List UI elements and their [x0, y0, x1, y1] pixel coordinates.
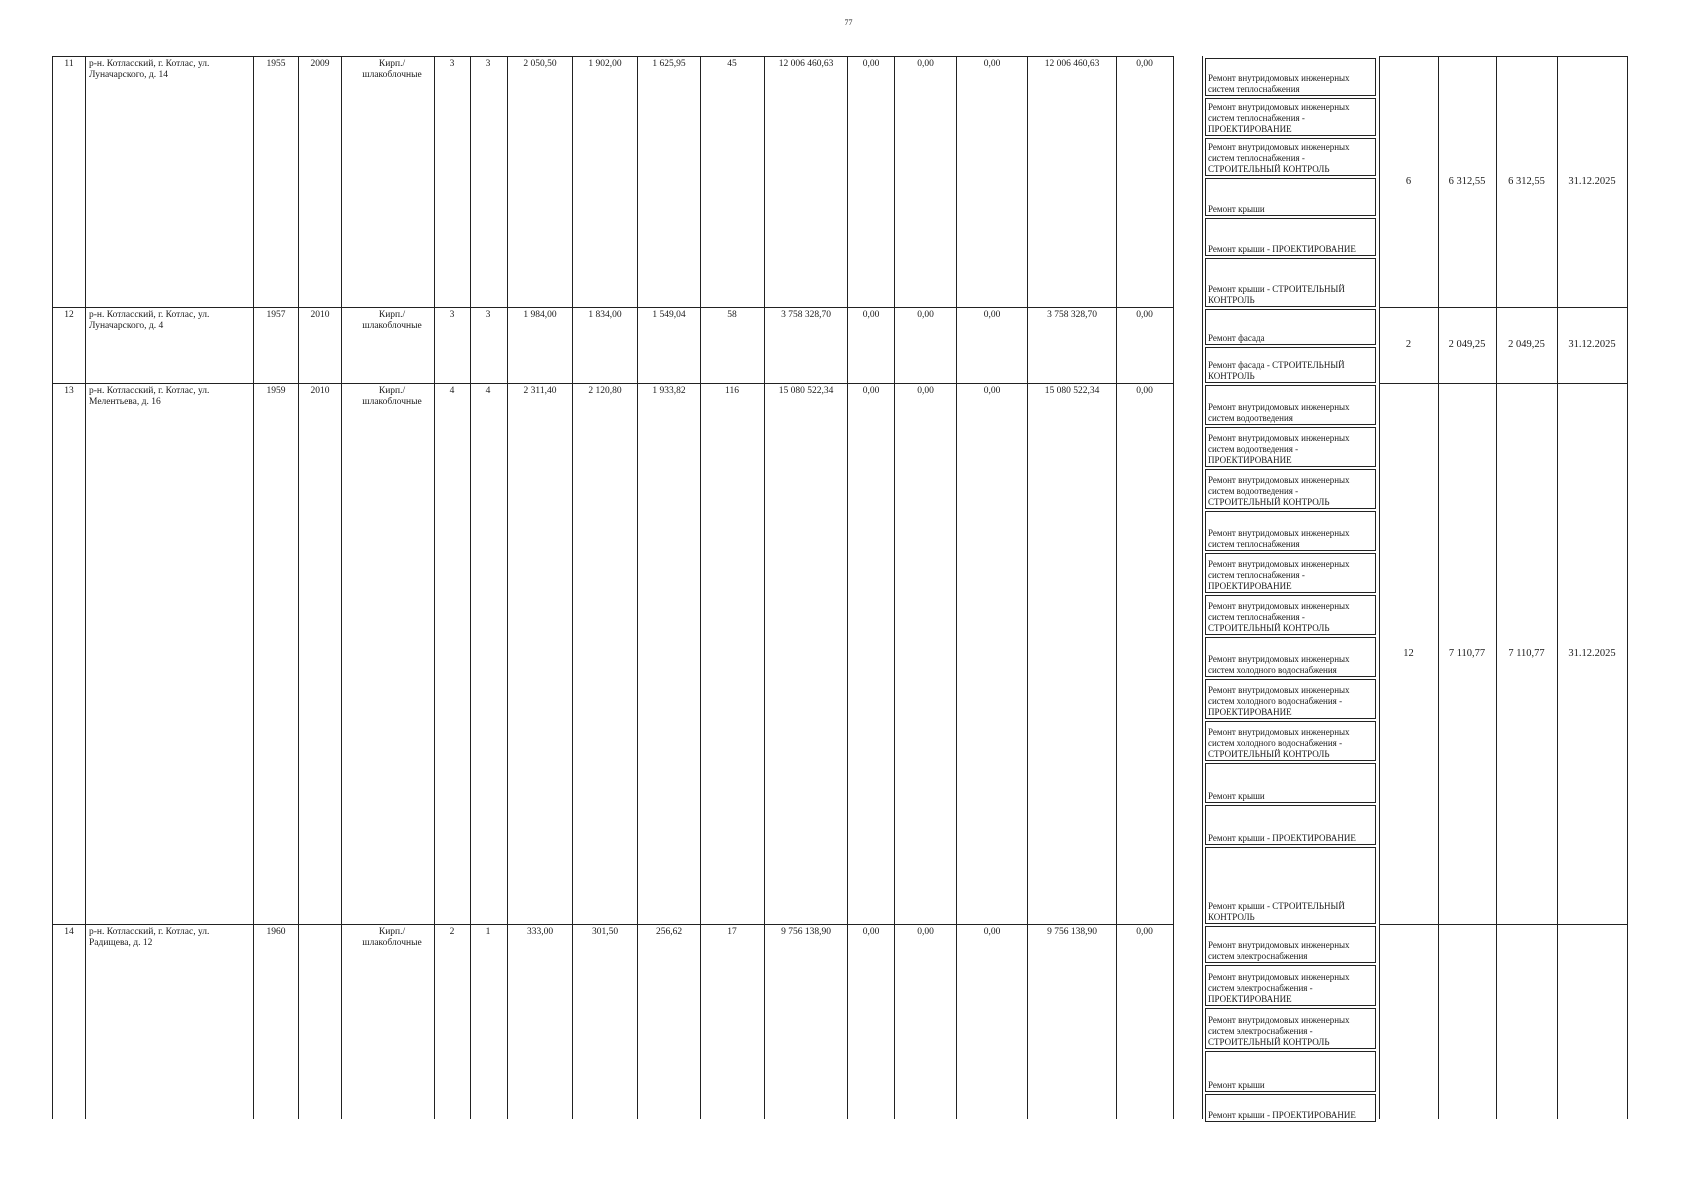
work-item-label: Ремонт внутридомовых инженерных систем водоотведения - ПРОЕКТИРОВАНИЕ	[1208, 433, 1350, 465]
row-number: 11	[64, 59, 74, 69]
work-item	[1205, 926, 1376, 963]
federal-budget-cell: 0,00	[917, 927, 934, 937]
column-rule	[507, 56, 508, 1119]
residential-area-cell: 1 549,04	[652, 310, 686, 320]
deadline-cell: 31.12.2025	[1568, 647, 1616, 659]
regional-budget-cell: 0,00	[983, 310, 1001, 320]
wall-material-cell: Кирп./ шлакоблочные	[362, 310, 422, 331]
total-area-cell: 333,00	[526, 927, 554, 937]
work-item	[1205, 805, 1376, 845]
address-cell: р-н. Котласский, г. Котлас, ул. Радищева, д. 12	[89, 927, 210, 948]
row-number: 12	[64, 310, 74, 320]
column-rule	[1557, 56, 1558, 1119]
work-item	[1205, 1094, 1376, 1122]
column-rule	[298, 56, 299, 1119]
other-funds-cell: 0,00	[1136, 59, 1153, 69]
column-rule	[1438, 56, 1439, 1119]
entrances-cell: 3	[485, 310, 491, 320]
fund-cell: 0,00	[862, 310, 880, 320]
floors-cell: 4	[449, 386, 455, 396]
row-rule	[1379, 56, 1627, 57]
row-rule	[52, 924, 1173, 925]
year-built-cell: 1955	[266, 59, 286, 69]
work-count-cell: 2	[1405, 339, 1412, 350]
row-rule	[52, 383, 1173, 384]
work-item	[1205, 595, 1376, 635]
work-item	[1205, 847, 1376, 924]
living-area-cell: 2 120,80	[588, 386, 622, 396]
wall-material-cell: Кирп./ шлакоблочные	[362, 927, 422, 948]
column-rule	[470, 56, 471, 1119]
owners-funds-cell: 12 006 460,63	[1044, 59, 1100, 69]
column-rule	[1202, 56, 1203, 1119]
work-item-label: Ремонт внутридомовых инженерных систем электроснабжения - СТРОИТЕЛЬНЫЙ КОНТРОЛЬ	[1208, 1015, 1350, 1047]
column-rule	[894, 56, 895, 1119]
column-rule	[700, 56, 701, 1119]
total-area-cell: 1 984,00	[523, 310, 557, 320]
other-funds-cell: 0,00	[1136, 927, 1153, 937]
limit-cost-cell: 6 312,55	[1508, 175, 1545, 187]
regional-budget-cell: 0,00	[983, 59, 1001, 69]
residents-cell: 17	[727, 927, 737, 937]
work-item	[1205, 553, 1376, 593]
year-built-cell: 1959	[266, 386, 286, 396]
work-item-label: Ремонт внутридомовых инженерных систем водоотведения	[1208, 402, 1350, 423]
work-item	[1205, 679, 1376, 719]
row-rule	[1379, 307, 1627, 308]
total-area-cell: 2 050,50	[523, 59, 557, 69]
work-item-label: Ремонт внутридомовых инженерных систем теплоснабжения - СТРОИТЕЛЬНЫЙ КОНТРОЛЬ	[1208, 142, 1350, 174]
work-item-label: Ремонт внутридомовых инженерных систем теплоснабжения	[1208, 528, 1350, 549]
residential-area-cell: 256,62	[655, 927, 683, 937]
work-item	[1205, 347, 1376, 383]
other-funds-cell: 0,00	[1136, 310, 1153, 320]
deadline-cell: 31.12.2025	[1568, 339, 1616, 350]
work-item-label: Ремонт крыши - СТРОИТЕЛЬНЫЙ КОНТРОЛЬ	[1208, 284, 1345, 305]
deadline-cell: 31.12.2025	[1568, 175, 1616, 187]
year-renovation-cell: 2010	[310, 386, 330, 396]
work-item	[1205, 178, 1376, 216]
work-count-cell: 6	[1405, 175, 1412, 187]
work-count-cell: 12	[1403, 647, 1414, 659]
work-item-label: Ремонт фасада - СТРОИТЕЛЬНЫЙ КОНТРОЛЬ	[1208, 360, 1345, 381]
column-rule	[764, 56, 765, 1119]
year-renovation-cell: 2010	[310, 310, 330, 320]
work-item-label: Ремонт фасада	[1208, 333, 1265, 343]
column-rule	[52, 56, 53, 1119]
column-rule	[1496, 56, 1497, 1119]
residents-cell: 45	[727, 59, 737, 69]
unit-cost-cell: 7 110,77	[1448, 647, 1486, 659]
work-item	[1205, 58, 1376, 96]
unit-cost-cell: 6 312,55	[1448, 175, 1486, 187]
work-item-label: Ремонт внутридомовых инженерных систем теплоснабжения	[1208, 73, 1350, 94]
column-rule	[341, 56, 342, 1119]
year-built-cell: 1960	[266, 927, 286, 937]
column-rule	[956, 56, 957, 1119]
entrances-cell: 1	[485, 927, 491, 937]
entrances-cell: 4	[485, 386, 491, 396]
fund-cell: 0,00	[862, 386, 880, 396]
fund-cell: 0,00	[862, 927, 880, 937]
residential-area-cell: 1 933,82	[652, 386, 686, 396]
register-table	[52, 56, 1627, 1119]
total-cost-cell: 12 006 460,63	[778, 59, 834, 69]
work-item	[1205, 469, 1376, 509]
living-area-cell: 1 834,00	[588, 310, 622, 320]
unit-cost-cell: 2 049,25	[1448, 339, 1486, 350]
regional-budget-cell: 0,00	[983, 386, 1001, 396]
work-item	[1205, 1008, 1376, 1049]
column-rule	[1116, 56, 1117, 1119]
work-item	[1205, 258, 1376, 307]
row-number: 13	[64, 386, 74, 396]
total-cost-cell: 15 080 522,34	[778, 386, 834, 396]
residents-cell: 58	[727, 310, 737, 320]
wall-material-cell: Кирп./ шлакоблочные	[362, 386, 422, 407]
limit-cost-cell: 2 049,25	[1508, 339, 1545, 350]
living-area-cell: 301,50	[591, 927, 619, 937]
work-item	[1205, 965, 1376, 1006]
year-built-cell: 1957	[266, 310, 286, 320]
work-item	[1205, 427, 1376, 467]
limit-cost-cell: 7 110,77	[1508, 647, 1545, 659]
fund-cell: 0,00	[862, 59, 880, 69]
work-item-label: Ремонт внутридомовых инженерных систем электроснабжения	[1208, 940, 1350, 961]
column-rule	[253, 56, 254, 1119]
total-cost-cell: 9 756 138,90	[781, 927, 831, 937]
living-area-cell: 1 902,00	[588, 59, 622, 69]
work-item-label: Ремонт внутридомовых инженерных систем холодного водоснабжения - СТРОИТЕЛЬНЫЙ КОНТРОЛЬ	[1208, 727, 1350, 759]
row-rule	[1379, 924, 1627, 925]
work-item-label: Ремонт внутридомовых инженерных систем теплоснабжения - ПРОЕКТИРОВАНИЕ	[1208, 559, 1350, 591]
column-rule	[847, 56, 848, 1119]
column-rule	[434, 56, 435, 1119]
row-rule	[1379, 383, 1627, 384]
work-item-label: Ремонт внутридомовых инженерных систем теплоснабжения - СТРОИТЕЛЬНЫЙ КОНТРОЛЬ	[1208, 601, 1350, 633]
floors-cell: 3	[449, 59, 455, 69]
owners-funds-cell: 9 756 138,90	[1047, 927, 1097, 937]
work-item	[1205, 138, 1376, 176]
address-cell: р-н. Котласский, г. Котлас, ул. Луначарского, д. 4	[89, 310, 210, 331]
owners-funds-cell: 3 758 328,70	[1047, 310, 1097, 320]
federal-budget-cell: 0,00	[917, 386, 934, 396]
column-rule	[637, 56, 638, 1119]
floors-cell: 2	[449, 927, 455, 937]
page-number: 77	[844, 18, 853, 27]
wall-material-cell: Кирп./ шлакоблочные	[362, 59, 422, 80]
other-funds-cell: 0,00	[1136, 386, 1153, 396]
work-item	[1205, 309, 1376, 345]
work-item-label: Ремонт внутридомовых инженерных систем теплоснабжения - ПРОЕКТИРОВАНИЕ	[1208, 102, 1350, 134]
work-item	[1205, 98, 1376, 136]
address-cell: р-н. Котласский, г. Котлас, ул. Луначарского, д. 14	[89, 59, 210, 80]
work-item-label: Ремонт внутридомовых инженерных систем водоотведения - СТРОИТЕЛЬНЫЙ КОНТРОЛЬ	[1208, 475, 1350, 507]
work-item-label: Ремонт крыши - СТРОИТЕЛЬНЫЙ КОНТРОЛЬ	[1208, 901, 1345, 922]
work-item	[1205, 511, 1376, 551]
work-item	[1205, 218, 1376, 256]
column-rule	[1027, 56, 1028, 1119]
row-number: 14	[64, 927, 74, 937]
work-item	[1205, 763, 1376, 803]
owners-funds-cell: 15 080 522,34	[1044, 386, 1100, 396]
residential-area-cell: 1 625,95	[652, 59, 686, 69]
floors-cell: 3	[449, 310, 455, 320]
work-item	[1205, 721, 1376, 761]
work-item-label: Ремонт внутридомовых инженерных систем холодного водоснабжения - ПРОЕКТИРОВАНИЕ	[1208, 685, 1350, 717]
column-rule	[85, 56, 86, 1119]
total-cost-cell: 3 758 328,70	[781, 310, 831, 320]
work-item-label: Ремонт внутридомовых инженерных систем холодного водоснабжения	[1208, 654, 1350, 675]
address-cell: р-н. Котласский, г. Котлас, ул. Мелентьева, д. 16	[89, 386, 210, 407]
column-rule	[572, 56, 573, 1119]
residents-cell: 116	[725, 386, 739, 396]
column-rule	[1379, 56, 1380, 1119]
work-item-label: Ремонт внутридомовых инженерных систем электроснабжения - ПРОЕКТИРОВАНИЕ	[1208, 972, 1350, 1004]
work-item-label: Ремонт крыши	[1208, 1080, 1265, 1090]
federal-budget-cell: 0,00	[917, 310, 934, 320]
column-rule	[1627, 56, 1628, 1119]
work-item-label: Ремонт крыши - ПРОЕКТИРОВАНИЕ	[1208, 244, 1356, 254]
work-item	[1205, 385, 1376, 425]
row-rule	[52, 56, 1173, 57]
row-rule	[52, 307, 1173, 308]
entrances-cell: 3	[485, 59, 491, 69]
work-item-label: Ремонт крыши	[1208, 204, 1265, 214]
work-item-label: Ремонт крыши - ПРОЕКТИРОВАНИЕ	[1208, 1110, 1356, 1120]
work-item-label: Ремонт крыши - ПРОЕКТИРОВАНИЕ	[1208, 833, 1356, 843]
federal-budget-cell: 0,00	[917, 59, 934, 69]
work-item-label: Ремонт крыши	[1208, 791, 1265, 801]
total-area-cell: 2 311,40	[523, 386, 557, 396]
work-item	[1205, 637, 1376, 677]
regional-budget-cell: 0,00	[983, 927, 1001, 937]
column-rule	[1173, 56, 1174, 1119]
year-renovation-cell: 2009	[310, 59, 330, 69]
work-item	[1205, 1051, 1376, 1092]
